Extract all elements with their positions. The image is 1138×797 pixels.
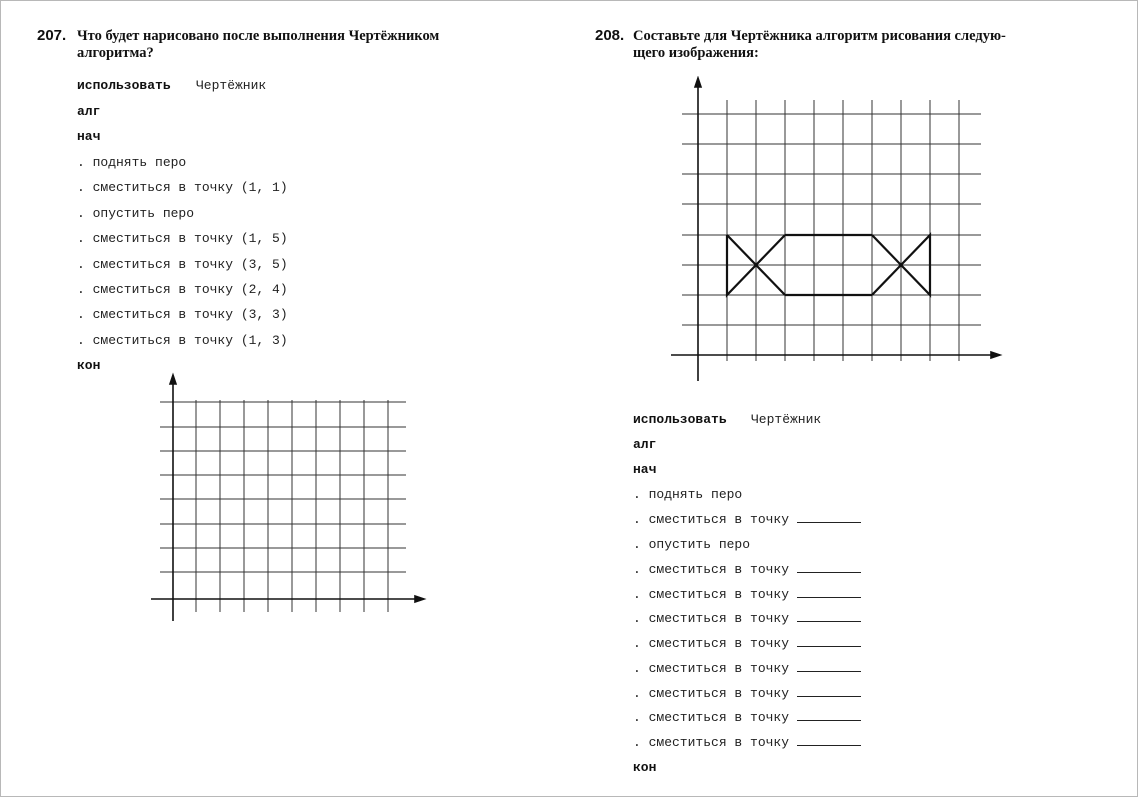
answer-blank[interactable] — [797, 636, 861, 647]
task-208-line: . сместиться в точку — [633, 562, 861, 577]
task-207-line: . сместиться в точку (2, 4) — [77, 282, 288, 297]
task-207-answer-grid — [146, 371, 431, 626]
task-208-executor: Чертёжник — [751, 412, 822, 427]
answer-blank[interactable] — [797, 587, 861, 598]
answer-blank[interactable] — [797, 661, 861, 672]
task-207-line: . сместиться в точку (3, 3) — [77, 307, 288, 322]
task-207-line: . сместиться в точку (1, 1) — [77, 180, 288, 195]
answer-blank[interactable] — [797, 735, 861, 746]
task-207-line: . поднять перо — [77, 155, 187, 170]
task-208-end-keyword: кон — [633, 760, 657, 775]
grid-lines — [160, 400, 406, 612]
task-208-line: . сместиться в точку — [633, 710, 861, 725]
task-207-executor: Чертёжник — [196, 78, 267, 93]
task-208-begin-keyword: нач — [633, 462, 657, 477]
task-207-begin-keyword: нач — [77, 129, 101, 144]
task-208-line: . сместиться в точку — [633, 686, 861, 701]
task-207-line: . сместиться в точку (3, 5) — [77, 257, 288, 272]
task-207-line: . сместиться в точку (1, 3) — [77, 333, 288, 348]
task-207-end-keyword: кон — [77, 358, 101, 373]
answer-blank[interactable] — [797, 686, 861, 697]
task-208-line: . сместиться в точку — [633, 636, 861, 651]
task-207-line: . опустить перо — [77, 206, 195, 221]
axes — [151, 375, 424, 621]
task-208-alg-keyword: алг — [633, 437, 657, 452]
task-208-question-line-1: Составьте для Чертёжника алгоритм рисования следую- — [633, 28, 1006, 44]
task-207-question-line-2: алгоритма? — [77, 45, 154, 61]
task-207-number: 207. — [37, 27, 67, 44]
task-207-alg-keyword: алг — [77, 104, 101, 119]
task-208-figure-grid — [666, 76, 1011, 386]
task-208-use-keyword: использовать — [633, 412, 727, 427]
answer-blank[interactable] — [797, 562, 861, 573]
task-207-line: . сместиться в точку (1, 5) — [77, 231, 288, 246]
answer-blank[interactable] — [797, 611, 861, 622]
task-208-line: . сместиться в точку — [633, 735, 861, 750]
task-208-line: . сместиться в точку — [633, 611, 861, 626]
task-208-line: . поднять перо — [633, 487, 743, 502]
task-207-use-keyword: использовать — [77, 78, 171, 93]
task-208-line: . опустить перо — [633, 537, 751, 552]
task-208-line: . сместиться в точку — [633, 661, 861, 676]
task-208-question-line-2: щего изображения: — [633, 45, 759, 61]
task-208-line: . сместиться в точку — [633, 587, 861, 602]
answer-blank[interactable] — [797, 710, 861, 721]
task-208-number: 208. — [595, 27, 625, 44]
task-208-line: . сместиться в точку — [633, 512, 861, 527]
answer-blank[interactable] — [797, 512, 861, 523]
axes — [671, 78, 1000, 381]
grid-lines — [682, 100, 981, 361]
task-207-question-line-1: Что будет нарисовано после выполнения Чертёжником — [77, 28, 440, 44]
